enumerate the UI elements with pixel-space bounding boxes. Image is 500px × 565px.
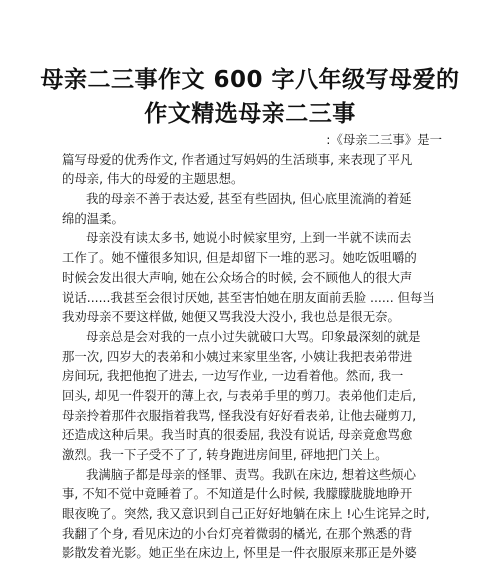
body-line: 母亲没有读太多书, 她说小时候家里穷, 上到一半就不读而去 <box>86 230 412 246</box>
body-line: 我满脑子都是母亲的怪罪、责骂。我趴在床边, 想着这些烦心 <box>86 466 417 482</box>
body-line: 我劝母亲不要这样做, 她便又骂我没大没小, 我也总是很无奈。 <box>62 309 400 325</box>
body-line: 事, 不知不觉中竟睡着了。不知道是什么时候, 我朦朦胧胧地睁开 <box>62 486 413 502</box>
body-line: 眼夜晚了。突然, 我又意识到自己正好好地躺在床上 !心生诧异之时, <box>62 506 430 522</box>
body-line: 激烈。我一下子受不了了, 转身跑进房间里, 砰地把门关上。 <box>62 447 388 462</box>
body-line: 母亲总是会对我的一点小过失就破口大骂。印象最深刻的就是 <box>86 328 421 344</box>
body-line: 篇写母爱的优秀作文, 作者通过写妈妈的生活琐事, 来表现了平凡 <box>62 151 413 167</box>
body-line: 时候会发出很大声响, 她在公众场合的时候, 会不顾他人的很大声 <box>62 269 413 285</box>
body-line: 我的母亲不善于表达爱, 甚至有些固执, 但心底里流淌的着延 <box>86 191 412 207</box>
article-title-line-2: 作文精选母亲二三事 <box>144 101 356 127</box>
body-line: 工作了。她不懂很多知识, 但是却留下一堆的恶习。她吃饭咀嚼的 <box>62 250 417 266</box>
body-line: 说话......我甚至会很讨厌她, 甚至害怕她在朋友面前丢脸 ...... 但每当 <box>62 289 435 305</box>
body-line: :《母亲二三事》是一 <box>326 132 442 147</box>
body-line: 还造成这种后果。我当时真的很委屈, 我没有说话, 母亲竟愈骂愈 <box>62 427 413 443</box>
body-line: 的母亲, 伟大的母爱的主题思想。 <box>62 171 244 187</box>
article-title-line-1: 母亲二三事作文 600 字八年级写母爱的 <box>40 67 460 93</box>
body-line: 影散发着光影。她正坐在床边上, 怀里是一件衣服原来那正是外婆 <box>62 545 417 561</box>
body-line: 回头, 却见一件裂开的薄上衣, 与表弟手里的剪刀。表弟他们走后, <box>62 387 417 403</box>
body-line: 那一次, 四岁大的表弟和小姨过来家里坐客, 小姨让我把表弟带进 <box>62 348 413 364</box>
body-line: 我翻了个身, 看见床边的小台灯亮着微弱的橘光, 在那个熟悉的背 <box>62 525 413 541</box>
article-body <box>62 130 442 563</box>
body-line: 母亲拎着那件衣服指着我骂, 怪我没有好好看表弟, 让他去碰剪刀, <box>62 407 417 423</box>
body-line: 绵的温柔。 <box>62 210 124 226</box>
body-line: 房间玩, 我把他抱了进去, 一边写作业, 一边看着他。然而, 我一 <box>62 368 404 384</box>
